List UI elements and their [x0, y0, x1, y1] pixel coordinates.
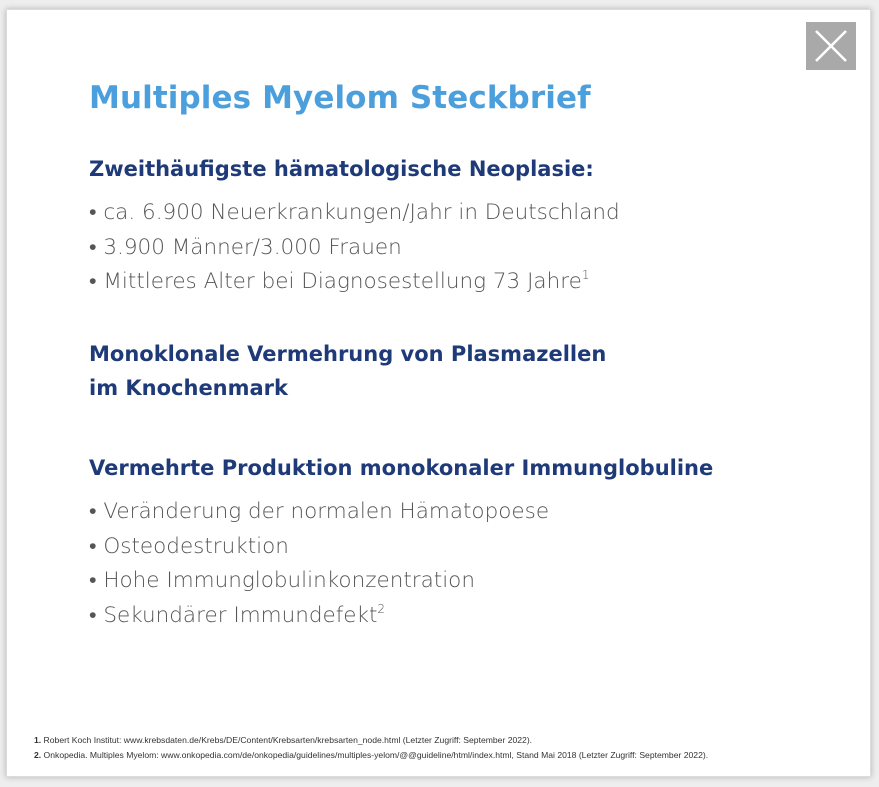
footnote-ref: 1 [581, 268, 590, 282]
section-heading-plasmazellen-line1: Monoklonale Vermehrung von Plasmazellen [89, 342, 607, 366]
section-heading-immunglobuline: Vermehrte Produktion monokonaler Immunglobuline [89, 456, 714, 480]
list-item: • ca. 6.900 Neuerkrankungen/Jahr in Deutschland [89, 200, 620, 225]
footnote-ref: 2 [377, 601, 386, 616]
list-item: • Veränderung der normalen Hämatopoese [89, 499, 550, 524]
list-item: • Hohe Immunglobulinkonzentration [89, 568, 475, 593]
list-neoplasie [89, 196, 620, 300]
section-heading-neoplasie: Zweithäufigste hämatologische Neoplasie: [89, 157, 594, 181]
list-item: • 3.900 Männer/3.000 Frauen [89, 234, 402, 260]
page-title: Multiples Myelom Steckbrief [89, 80, 591, 116]
footnote-2: 2. Onkopedia. Multiples Myelom: www.onkopedia.com/de/onkopedia/guidelines/multiples-yelom/@@guideline/html/index.html, Stand Mai 2018 (Letzter Zugriff: September 2022). [34, 750, 709, 760]
close-icon [806, 22, 856, 70]
footnote-1: 1. Robert Koch Institut: www.krebsdaten.de/Krebs/DE/Content/Krebsarten/krebsarten_node.html (Letzter Zugriff: September 2022). [34, 735, 533, 745]
footnotes [34, 733, 708, 763]
section-heading-plasmazellen-line2: im Knochenmark [89, 376, 289, 400]
list-item: • Mittleres Alter bei Diagnosestellung 73 Jahre$^1$ [89, 268, 590, 294]
close-button[interactable] [806, 22, 856, 70]
list-item: • Sekundärer Immundefekt$^2$ [89, 601, 386, 628]
list-immunglobuline [89, 495, 549, 633]
list-item: • Osteodestruktion [89, 533, 289, 559]
